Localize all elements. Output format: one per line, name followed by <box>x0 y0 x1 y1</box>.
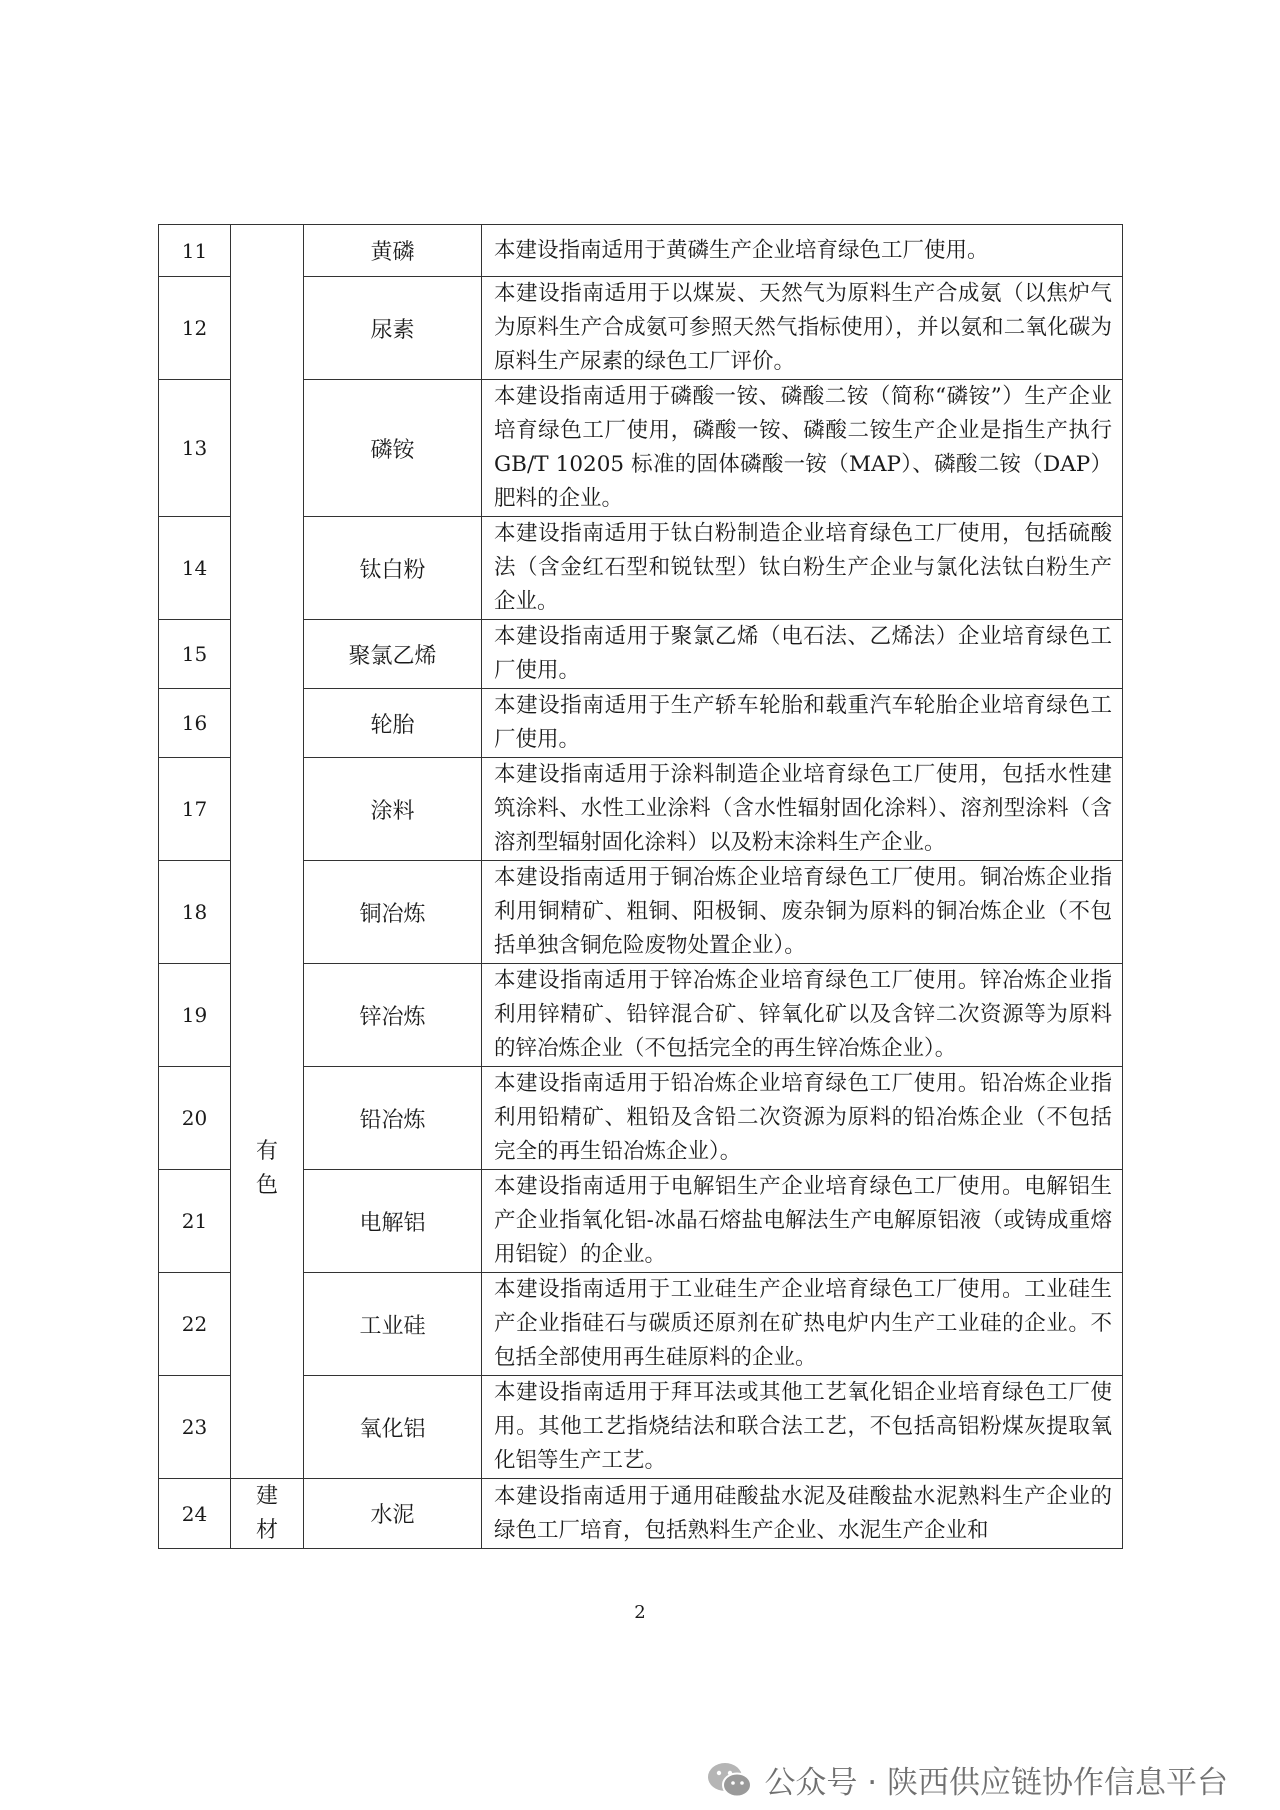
wechat-icon <box>706 1761 754 1799</box>
table-row <box>159 861 1123 964</box>
product-name: 聚氯乙烯 <box>304 620 482 689</box>
table-row <box>159 380 1123 517</box>
guideline-description: 本建设指南适用于涂料制造企业培育绿色工厂使用，包括水性建筑涂料、水性工业涂料（含水性辐射固化涂料）、溶剂型涂料（含溶剂型辐射固化涂料）以及粉末涂料生产企业。 <box>482 758 1123 861</box>
guideline-description: 本建设指南适用于磷酸一铵、磷酸二铵（简称“磷铵”）生产企业培育绿色工厂使用，磷酸一铵、磷酸二铵生产企业是指生产执行 GB/T 10205 标准的固体磷酸一铵（MAP）、磷酸二铵（DAP）肥料的企业。 <box>482 380 1123 517</box>
guideline-description: 本建设指南适用于钛白粉制造企业培育绿色工厂使用，包括硫酸法（含金红石型和锐钛型）钛白粉生产企业与氯化法钛白粉生产企业。 <box>482 517 1123 620</box>
product-name: 黄磷 <box>304 225 482 277</box>
category-cell <box>231 861 304 1479</box>
table-row <box>159 1170 1123 1273</box>
guideline-description: 本建设指南适用于聚氯乙烯（电石法、乙烯法）企业培育绿色工厂使用。 <box>482 620 1123 689</box>
wechat-watermark <box>706 1757 1228 1802</box>
table-row <box>159 689 1123 758</box>
category-cell <box>231 225 304 861</box>
guideline-description: 本建设指南适用于拜耳法或其他工艺氧化铝企业培育绿色工厂使用。其他工艺指烧结法和联合法工艺，不包括高铝粉煤灰提取氧化铝等生产工艺。 <box>482 1376 1123 1479</box>
product-name: 水泥 <box>304 1479 482 1549</box>
row-number: 14 <box>159 517 231 620</box>
product-name: 轮胎 <box>304 689 482 758</box>
row-number: 19 <box>159 964 231 1067</box>
row-number: 18 <box>159 861 231 964</box>
guideline-table <box>158 224 1123 1549</box>
row-number: 23 <box>159 1376 231 1479</box>
table-row <box>159 277 1123 380</box>
guideline-description: 本建设指南适用于工业硅生产企业培育绿色工厂使用。工业硅生产企业指硅石与碳质还原剂在矿热电炉内生产工业硅的企业。不包括全部使用再生硅原料的企业。 <box>482 1273 1123 1376</box>
guideline-description: 本建设指南适用于铜冶炼企业培育绿色工厂使用。铜冶炼企业指利用铜精矿、粗铜、阳极铜、废杂铜为原料的铜冶炼企业（不包括单独含铜危险废物处置企业）。 <box>482 861 1123 964</box>
row-number: 22 <box>159 1273 231 1376</box>
table-body <box>159 225 1123 1549</box>
category-char: 色 <box>255 1173 278 1199</box>
guideline-description: 本建设指南适用于黄磷生产企业培育绿色工厂使用。 <box>482 225 1123 277</box>
guideline-description: 本建设指南适用于电解铝生产企业培育绿色工厂使用。电解铝生产企业指氧化铝-冰晶石熔盐电解法生产电解原铝液（或铸成重熔用铝锭）的企业。 <box>482 1170 1123 1273</box>
product-name: 氧化铝 <box>304 1376 482 1479</box>
row-number: 11 <box>159 225 231 277</box>
guideline-description: 本建设指南适用于锌冶炼企业培育绿色工厂使用。锌冶炼企业指利用锌精矿、铅锌混合矿、锌氧化矿以及含锌二次资源等为原料的锌冶炼企业（不包括完全的再生锌冶炼企业）。 <box>482 964 1123 1067</box>
row-number: 21 <box>159 1170 231 1273</box>
table-row <box>159 225 1123 277</box>
watermark-text: 公众号 · 陕西供应链协作信息平台 <box>764 1765 1228 1801</box>
guideline-description: 本建设指南适用于铅冶炼企业培育绿色工厂使用。铅冶炼企业指利用铅精矿、粗铅及含铅二次资源为原料的铅冶炼企业（不包括完全的再生铅冶炼企业）。 <box>482 1067 1123 1170</box>
row-number: 15 <box>159 620 231 689</box>
row-number: 12 <box>159 277 231 380</box>
product-name: 铜冶炼 <box>304 861 482 964</box>
product-name: 钛白粉 <box>304 517 482 620</box>
product-name: 工业硅 <box>304 1273 482 1376</box>
page-number: 2 <box>634 1602 646 1623</box>
guideline-description: 本建设指南适用于生产轿车轮胎和载重汽车轮胎企业培育绿色工厂使用。 <box>482 689 1123 758</box>
category-char: 有 <box>255 1139 278 1165</box>
table-row <box>159 1479 1123 1549</box>
row-number: 20 <box>159 1067 231 1170</box>
table-row <box>159 758 1123 861</box>
category-char: 材 <box>255 1517 278 1543</box>
table-row <box>159 1273 1123 1376</box>
row-number: 17 <box>159 758 231 861</box>
table-row <box>159 1067 1123 1170</box>
product-name: 铅冶炼 <box>304 1067 482 1170</box>
product-name: 锌冶炼 <box>304 964 482 1067</box>
row-number: 13 <box>159 380 231 517</box>
product-name: 尿素 <box>304 277 482 380</box>
product-name: 磷铵 <box>304 380 482 517</box>
row-number: 24 <box>159 1479 231 1549</box>
guideline-description: 本建设指南适用于通用硅酸盐水泥及硅酸盐水泥熟料生产企业的绿色工厂培育，包括熟料生产企业、水泥生产企业和 <box>482 1479 1123 1549</box>
guideline-description: 本建设指南适用于以煤炭、天然气为原料生产合成氨（以焦炉气为原料生产合成氨可参照天然气指标使用），并以氨和二氧化碳为原料生产尿素的绿色工厂评价。 <box>482 277 1123 380</box>
category-char: 建 <box>255 1483 278 1509</box>
table-row <box>159 517 1123 620</box>
row-number: 16 <box>159 689 231 758</box>
product-name: 电解铝 <box>304 1170 482 1273</box>
product-name: 涂料 <box>304 758 482 861</box>
table-row <box>159 964 1123 1067</box>
table-row <box>159 1376 1123 1479</box>
table-row <box>159 620 1123 689</box>
category-cell <box>231 1479 304 1549</box>
